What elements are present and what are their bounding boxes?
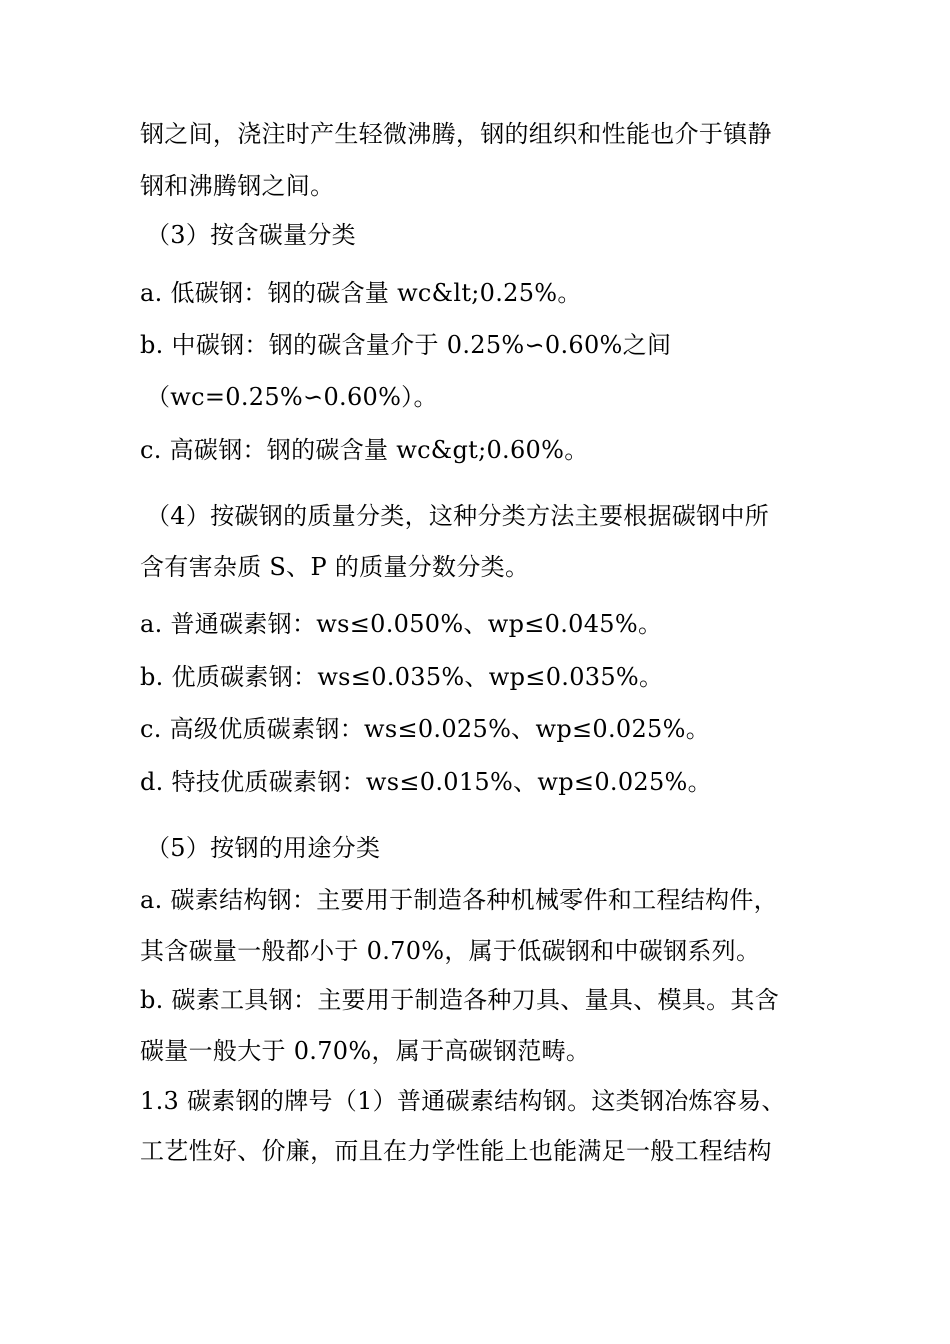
list-item: a. 低碳钢：钢的碳含量 wc&lt;0.25%。 (140, 279, 582, 307)
list-item: d. 特技优质碳素钢：ws≤0.015%、wp≤0.025%。 (140, 768, 712, 796)
list-item: c. 高碳钢：钢的碳含量 wc&gt;0.60%。 (140, 436, 589, 464)
list-item: b. 碳素工具钢：主要用于制造各种刀具、量具、模具。其含 (140, 986, 780, 1014)
list-item: b. 中碳钢：钢的碳含量介于 0.25%∽0.60%之间 (140, 331, 672, 359)
text-line: （wc=0.25%∽0.60%）。 (146, 383, 438, 411)
list-item: c. 高级优质碳素钢：ws≤0.025%、wp≤0.025%。 (140, 715, 711, 743)
text-line: 其含碳量一般都小于 0.70%，属于低碳钢和中碳钢系列。 (140, 937, 761, 965)
text-line: 钢和沸腾钢之间。 (140, 172, 335, 200)
text-line: 工艺性好、价廉，而且在力学性能上也能满足一般工程结构 (140, 1137, 772, 1165)
section-heading: 1.3 碳素钢的牌号（1）普通碳素结构钢。这类钢冶炼容易、 (140, 1087, 786, 1115)
section-heading: （3）按含碳量分类 (146, 221, 356, 249)
section-heading: （5）按钢的用途分类 (146, 834, 381, 862)
text-line: 含有害杂质 S、P 的质量分数分类。 (140, 553, 530, 581)
list-item: b. 优质碳素钢：ws≤0.035%、wp≤0.035%。 (140, 663, 664, 691)
section-heading: （4）按碳钢的质量分类，这种分类方法主要根据碳钢中所 (146, 502, 770, 530)
text-line: 碳量一般大于 0.70%，属于高碳钢范畴。 (140, 1037, 591, 1065)
text-line: 钢之间，浇注时产生轻微沸腾，钢的组织和性能也介于镇静 (140, 120, 772, 148)
list-item: a. 普通碳素钢：ws≤0.050%、wp≤0.045%。 (140, 610, 663, 638)
list-item: a. 碳素结构钢：主要用于制造各种机械零件和工程结构件， (140, 886, 778, 914)
